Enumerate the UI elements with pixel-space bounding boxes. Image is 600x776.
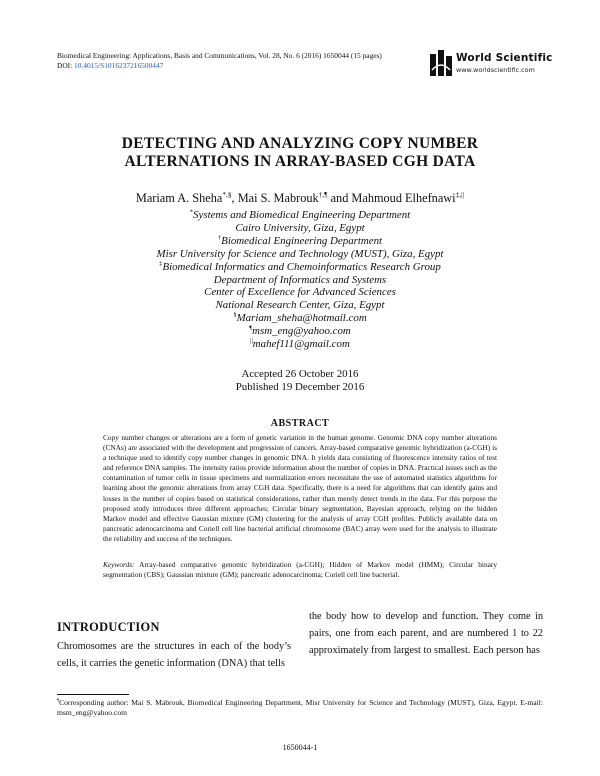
author-marks: †,¶ (318, 189, 328, 199)
affiliation-line (60, 248, 540, 261)
accepted-date: Accepted 26 October 2016 (241, 368, 359, 380)
affiliation-line (60, 261, 540, 274)
author-marks: *,§ (222, 189, 232, 199)
keywords (103, 560, 497, 580)
affiliation-mark: ¶ (249, 324, 253, 332)
journal-citation: Biomedical Engineering: Applications, Basis and Communications, Vol. 28, No. 6 (2016) 1650044 (15 pages) (57, 51, 382, 60)
section-heading-introduction: INTRODUCTION (57, 620, 160, 634)
affiliation-text: Center of Excellence for Advanced Sciences (204, 286, 396, 299)
publisher-url: www.worldscientific.com (456, 66, 535, 74)
body-column-right: the body how to develop and function. They come in pairs, one from each parent, and are numbered 1 to 22 approximately from largest to smallest. Each person has (309, 611, 543, 656)
publication-dates (60, 368, 540, 393)
author-name: Mariam A. Sheha (135, 191, 223, 205)
page-number: 1650044-1 (282, 743, 318, 752)
footnote-rule (57, 694, 129, 695)
author-separator: and (327, 191, 352, 205)
title-line-2: ALTERNATIONS IN ARRAY-BASED CGH DATA (124, 153, 476, 170)
footnote-mark: ¶ (57, 697, 60, 703)
title-line-1: DETECTING AND ANALYZING COPY NUMBER (121, 135, 479, 152)
affiliation-text: Biomedical Informatics and Chemoinformatics Research Group (162, 260, 441, 273)
author-email[interactable]: Mariam_sheha@hotmail.com (236, 312, 367, 325)
author-name: Mai S. Mabrouk (237, 191, 319, 205)
paper-title (60, 135, 540, 171)
email-line (60, 312, 540, 325)
doi-link[interactable]: 10.4015/S1016237216500447 (74, 61, 164, 70)
author-email[interactable]: mahef111@gmail.com (252, 338, 350, 351)
affiliation-text: National Research Center, Giza, Egypt (215, 299, 385, 312)
author-name: Mahmoud Elhefnawi (351, 191, 456, 205)
affiliations (60, 209, 540, 351)
author-marks: ‡,|| (455, 189, 465, 199)
affiliation-mark: § (233, 311, 237, 319)
affiliation-text: Misr University for Science and Technology (MUST), Giza, Egypt (156, 247, 444, 260)
keywords-text: Array-based comparative genomic hybridization (a-CGH); Hidden of Markov model (HMM); Circular binary segmentation (CBS); Gaussian mixture (GM); pancreatic adenocarcinoma; Coriell cell line bacterial. (103, 560, 497, 580)
footnote-text: Corresponding author: Mai S. Mabrouk, Biomedical Engineering Department, Misr University for Science and Technology (MUST), Giza, Egypt. E-mail: msm_eng@yahoo.com (57, 698, 543, 718)
body-column-left: Chromosomes are the structures in each of the body’s cells, it carries the genetic information (DNA) that tells (57, 641, 291, 669)
affiliation-mark: † (217, 234, 222, 242)
affiliation-line (60, 299, 540, 312)
email-line (60, 325, 540, 338)
affiliation-line (60, 235, 540, 248)
affiliation-mark: || (250, 337, 253, 345)
email-line (60, 338, 540, 351)
affiliation-text: Biomedical Engineering Department (221, 234, 383, 247)
doi-line (57, 61, 163, 71)
author-list (60, 191, 540, 206)
abstract-body: Copy number changes or alterations are a form of genetic variation in the human genome. Genomic DNA copy number alterations (CNAs) are associated with the development and progression of cancers. Array-based comparative genomic hybridization (a-CGH) is a technique used to identify copy number changes in genomic DNA. It yields data consisting of fluorescence intensity ratios of test and reference DNA samples. The intensity ratios provide information about the number of copies in DNA. Practical issues such as the contamination of tumor cells in tissue specimens and normalization errors necessitate the use of automated statistics algorithms for learning about the genomic alterations from array CGH data. Specifically, there is a need for algorithms that can identify gains and losses in the number of copies based on statistical considerations, rather than merely detect trends in the data. For this purpose the proposed study introduces three different approaches; Circular binary segmentation, Bayesian approach, relying on the hidden Markov model and effective Gaussian mixture (GM) clustering for the analysis of array CGH profiles. Publicly available data on pancreatic adenocarcinoma and Coriell cell line bacterial artificial chromosome (BAC) array were used for the analysis to illustrate the reliability and success of the techniques. (103, 433, 497, 543)
affiliation-mark: * (189, 208, 194, 216)
publisher-name: World Scientific (456, 52, 553, 64)
affiliation-text: Systems and Biomedical Engineering Department (193, 209, 411, 221)
affiliation-line (60, 274, 540, 287)
publisher-logo[interactable] (430, 50, 553, 78)
author-email[interactable]: msm_eng@yahoo.com (252, 325, 351, 338)
affiliation-text: Department of Informatics and Systems (213, 273, 387, 286)
affiliation-mark: ‡ (159, 260, 163, 267)
doi-label: DOI: (57, 61, 75, 70)
published-date: Published 19 December 2016 (235, 380, 365, 393)
world-scientific-logo-icon (430, 50, 452, 78)
affiliation-text: Cairo University, Giza, Egypt (235, 221, 365, 234)
keywords-label: Keywords: (103, 560, 135, 569)
affiliation-line (60, 222, 540, 235)
corresponding-author-footnote (57, 698, 543, 719)
affiliation-line (60, 286, 540, 299)
abstract-heading: ABSTRACT (270, 418, 330, 429)
author-separator: , (231, 191, 238, 205)
affiliation-line (60, 209, 540, 222)
